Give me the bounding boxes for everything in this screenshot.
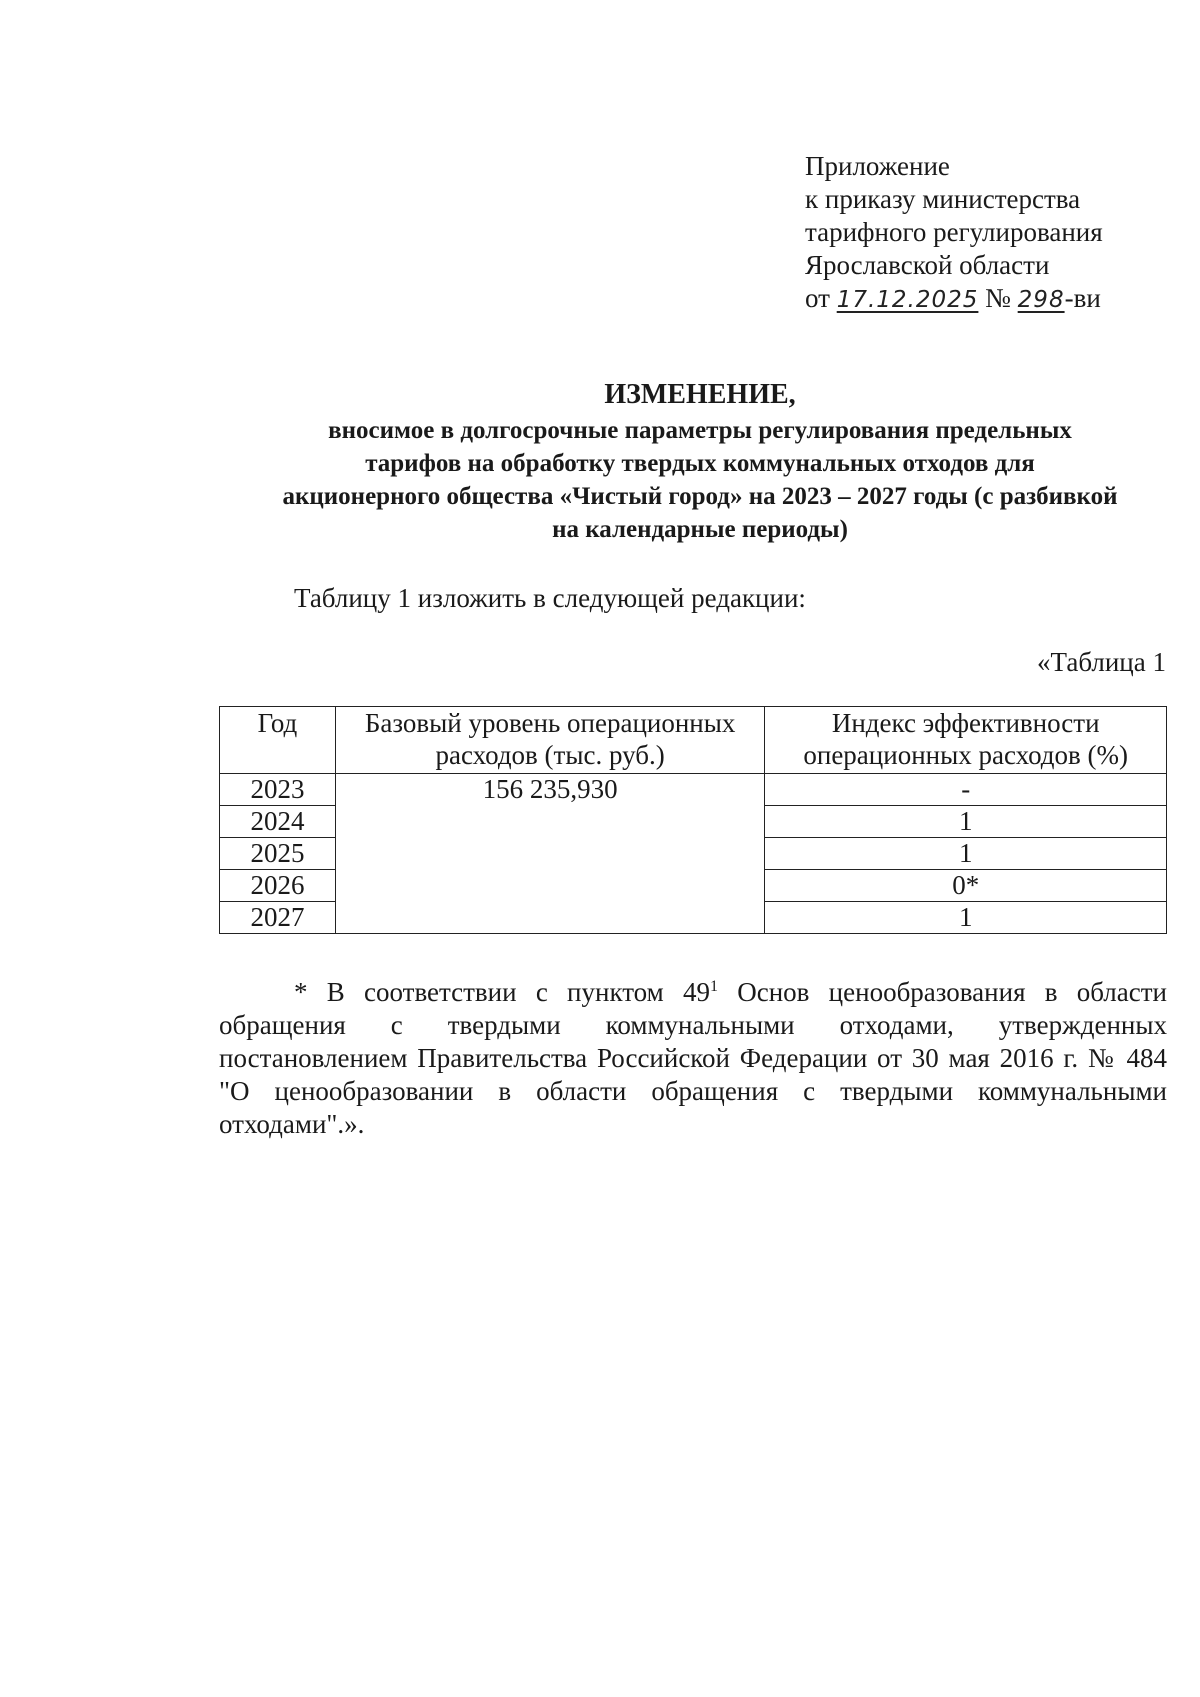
handwritten-number: 298 xyxy=(1017,287,1065,313)
year-cell: 2023 xyxy=(220,774,336,806)
header-base-level: Базовый уровень операционных расходов (тыс. руб.) xyxy=(335,707,765,774)
appendix-header xyxy=(805,150,1103,317)
appendix-line-4: Ярославской области xyxy=(805,250,1050,280)
appendix-line-2: к приказу министерства xyxy=(805,184,1081,214)
title-main: ИЗМЕНЕНИЕ, xyxy=(604,379,796,410)
title-line-2: тарифов на обработку твердых коммунальных отходов для xyxy=(365,450,1035,477)
table-row xyxy=(220,774,1167,806)
footnote-superscript: 1 xyxy=(710,978,718,995)
title-line-3: акционерного общества «Чистый город» на 2023 – 2027 годы (с разбивкой xyxy=(282,483,1118,510)
instruction-text: Таблицу 1 изложить в следующей редакции: xyxy=(294,583,806,613)
table-header-row xyxy=(220,707,1167,774)
index-cell: 1 xyxy=(765,806,1167,838)
parameters-table xyxy=(219,706,1167,934)
year-cell: 2025 xyxy=(220,838,336,870)
year-cell: 2024 xyxy=(220,806,336,838)
index-cell: 1 xyxy=(765,902,1167,934)
footnote-text-start: * В соответствии с пунктом 49 xyxy=(294,977,710,1007)
index-cell: 1 xyxy=(765,838,1167,870)
footnote xyxy=(219,976,1167,1141)
footnote-text-end: Основ ценообразования в области обращения с твердыми коммунальными отходами, утвержденных постановлением Правительства Российской Федерации от 30 мая 2016 г. № 484 "О ценообразовании в области обращения с твердыми коммунальными отходами".». xyxy=(219,977,1167,1139)
year-cell: 2027 xyxy=(220,902,336,934)
date-prefix: от xyxy=(805,283,830,313)
appendix-date-line xyxy=(805,282,1103,317)
number-suffix: -ви xyxy=(1064,283,1101,313)
index-cell: 0* xyxy=(765,870,1167,902)
handwritten-date: 17.12.2025 xyxy=(836,287,979,313)
index-cell: - xyxy=(765,774,1167,806)
year-cell: 2026 xyxy=(220,870,336,902)
document-title xyxy=(200,378,1200,546)
number-sign: № xyxy=(985,283,1011,313)
appendix-line-1: Приложение xyxy=(805,151,950,181)
base-level-cell: 156 235,930 xyxy=(335,774,765,934)
header-efficiency-index: Индекс эффективности операционных расходов (%) xyxy=(765,707,1167,774)
title-line-1: вносимое в долгосрочные параметры регулирования предельных xyxy=(328,417,1072,444)
appendix-line-3: тарифного регулирования xyxy=(805,217,1103,247)
header-year: Год xyxy=(220,707,336,774)
title-line-4: на календарные периоды) xyxy=(552,516,848,543)
table-caption: «Таблица 1 xyxy=(1037,647,1166,677)
